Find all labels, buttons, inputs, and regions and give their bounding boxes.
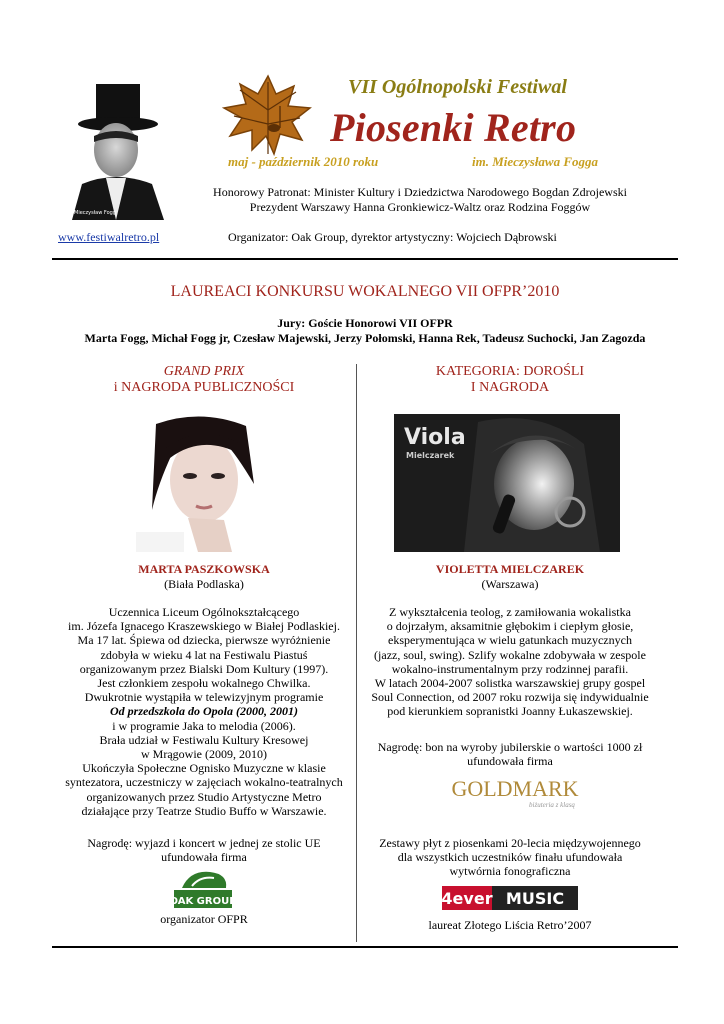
patronage-line2: Prezydent Warszawy Hanna Gronkiewicz-Waltz oraz Rodzina Foggów xyxy=(249,200,591,214)
right-prize1-line1: Nagrodę: bon na wyroby jubilerskie o wartości 1000 zł xyxy=(377,740,643,754)
right-bio xyxy=(358,605,662,719)
right-prize2 xyxy=(358,836,662,879)
right-bio-line: eksperymentująca w wielu gatunkach muzycznych xyxy=(388,633,632,648)
left-bio-line: Uczennica Liceum Ogólnokształcącego xyxy=(108,605,300,619)
right-bio-line: W latach 2004-2007 solistka warszawskiej grupy gospel xyxy=(374,676,646,691)
portrait-caption: Mieczysław Fogg xyxy=(74,210,116,216)
festival-patron: im. Mieczysława Fogga xyxy=(472,154,599,169)
column-divider xyxy=(356,364,357,942)
left-city: (Biała Podlaska) xyxy=(164,577,244,591)
right-name: VIOLETTA MIELCZAREK xyxy=(435,562,585,576)
left-heading-line2: i NAGRODA PUBLICZNOŚCI xyxy=(113,380,295,395)
right-prize1 xyxy=(358,740,662,768)
laureates-title: LAUREACI KONKURSU WOKALNEGO VII OFPR’2010 xyxy=(170,283,560,300)
right-bio-line: pod kierunkiem sopranistki Joanny Łukaszewskiej. xyxy=(387,704,633,719)
photo-subtitle: Mielczarek xyxy=(406,451,455,460)
left-bio-line: w Mrągowie (2009, 2010) xyxy=(141,747,267,762)
festival-title-line2: Piosenki Retro xyxy=(330,105,577,150)
marta-paszkowska-photo xyxy=(136,414,266,552)
forever-logo-a: 4ever xyxy=(442,889,493,908)
left-bio-line: Dwukrotnie wystąpiła w telewizyjnym programie xyxy=(84,690,324,705)
left-bio-line: i w programie Jaka to melodia (2006). xyxy=(112,718,296,733)
left-prize-line2: ufundowała firma xyxy=(161,850,247,865)
left-prize-line1: Nagrodę: wyjazd i koncert w jednej ze stolic UE xyxy=(87,836,321,850)
left-logo-caption xyxy=(52,912,356,926)
jury-label: Jury: Goście Honorowi VII OFPR xyxy=(277,316,453,330)
right-prize2-line1: Zestawy płyt z piosenkami 20-lecia międzywojennego xyxy=(379,836,641,850)
organizer-line: Organizator: Oak Group, dyrektor artystyczny: Wojciech Dąbrowski xyxy=(228,230,557,244)
left-heading xyxy=(52,364,356,396)
jury-block xyxy=(52,316,678,346)
left-bio-line: działające przy Teatrze Studio Buffo w Warszawie. xyxy=(81,803,327,818)
left-bio-line: syntezatora, uczestniczy w zajęciach wokalno-teatralnych xyxy=(65,775,343,790)
left-bio-line: organizowanym przez Bialski Dom Kultury (1997). xyxy=(79,661,329,676)
4evermusic-logo xyxy=(442,886,578,910)
forever-logo-b: MUSIC xyxy=(505,889,565,908)
right-prize2-line2: dla wszystkich uczestników finału ufundowała xyxy=(397,850,623,865)
left-bio-line: zdobyła w wieku 4 lat na Festiwalu Piastuś xyxy=(100,647,308,662)
festival-title-line1: VII Ogólnopolski Festiwal xyxy=(348,76,567,98)
left-bio xyxy=(52,605,356,818)
jury-members: Marta Fogg, Michał Fogg jr, Czesław Majewski, Jerzy Połomski, Hanna Rek, Tadeusz Suchocki, Jan Zagozda xyxy=(84,331,646,345)
mieczyslaw-fogg-portrait xyxy=(66,80,170,220)
right-bio-line: (jazz, soul, swing). Szlify wokalne zdobywała w zespole xyxy=(374,647,646,662)
bottom-divider xyxy=(52,946,678,948)
right-laureate xyxy=(358,562,662,591)
right-prize2-line3: wytwórnia fonograficzna xyxy=(449,864,571,879)
left-name: MARTA PASZKOWSKA xyxy=(138,562,270,576)
goldmark-logo xyxy=(440,776,590,810)
festival-dates: maj - październik 2010 roku xyxy=(228,154,379,169)
left-bio-line: im. Józefa Ignacego Kraszewskiego w Białej Podlaskiej. xyxy=(68,619,340,634)
violetta-mielczarek-photo xyxy=(394,414,620,552)
left-bio-line: Brała udział w Festiwalu Kultury Kresowej xyxy=(99,732,309,747)
goldmark-tagline: biżuteria z klasą xyxy=(529,801,575,809)
right-bio-line: wokalno-instrumentalnym przy rodzinnej parafii. xyxy=(391,661,629,676)
right-bio-line: Z wykształcenia teolog, z zamiłowania wokalistka xyxy=(389,605,631,619)
left-prize xyxy=(52,836,356,864)
right-logo-caption xyxy=(358,918,662,932)
oak-logo-text: OAK GROUP xyxy=(170,896,236,907)
website-link[interactable]: www.festiwalretro.pl xyxy=(58,230,160,244)
patronage-line1: Honorowy Patronat: Minister Kultury i Dziedzictwa Narodowego Bogdan Zdrojewski xyxy=(213,185,627,199)
left-bio-line: Jest członkiem zespołu wokalnego Chwilka. xyxy=(97,676,311,691)
right-heading-line2: I NAGRODA xyxy=(470,380,550,395)
left-bio-line: Ukończyła Społeczne Ognisko Muzyczne w klasie xyxy=(82,761,326,776)
top-divider xyxy=(52,258,678,260)
right-city: (Warszawa) xyxy=(481,577,539,591)
left-bio-line: organizowanych przez Studio Artystyczne Metro xyxy=(86,789,322,804)
oak-group-logo xyxy=(170,866,236,912)
forever-caption: laureat Złotego Liścia Retro’2007 xyxy=(428,918,592,932)
right-heading-line1: KATEGORIA: DOROŚLI xyxy=(435,364,585,379)
left-bio-line: Od przedszkola do Opola (2000, 2001) xyxy=(110,704,298,719)
honorary-patronage xyxy=(180,185,660,215)
right-prize1-line2: ufundowała firma xyxy=(467,754,553,769)
left-laureate xyxy=(52,562,356,591)
logo-caption: organizator OFPR xyxy=(160,912,248,926)
left-bio-line: Ma 17 lat. Śpiewa od dziecka, pierwsze wyróżnienie xyxy=(77,633,331,648)
left-heading-line1: GRAND PRIX xyxy=(163,364,245,379)
right-bio-line: Soul Connection, od 2007 roku rozwija się indywidualnie xyxy=(371,690,649,705)
photo-title: Viola xyxy=(404,425,466,450)
goldmark-text: GOLDMARK xyxy=(451,776,579,801)
right-bio-line: o dojrzałym, aksamitnie głębokim i ciepłym głosie, xyxy=(386,619,634,634)
right-heading xyxy=(358,364,662,396)
